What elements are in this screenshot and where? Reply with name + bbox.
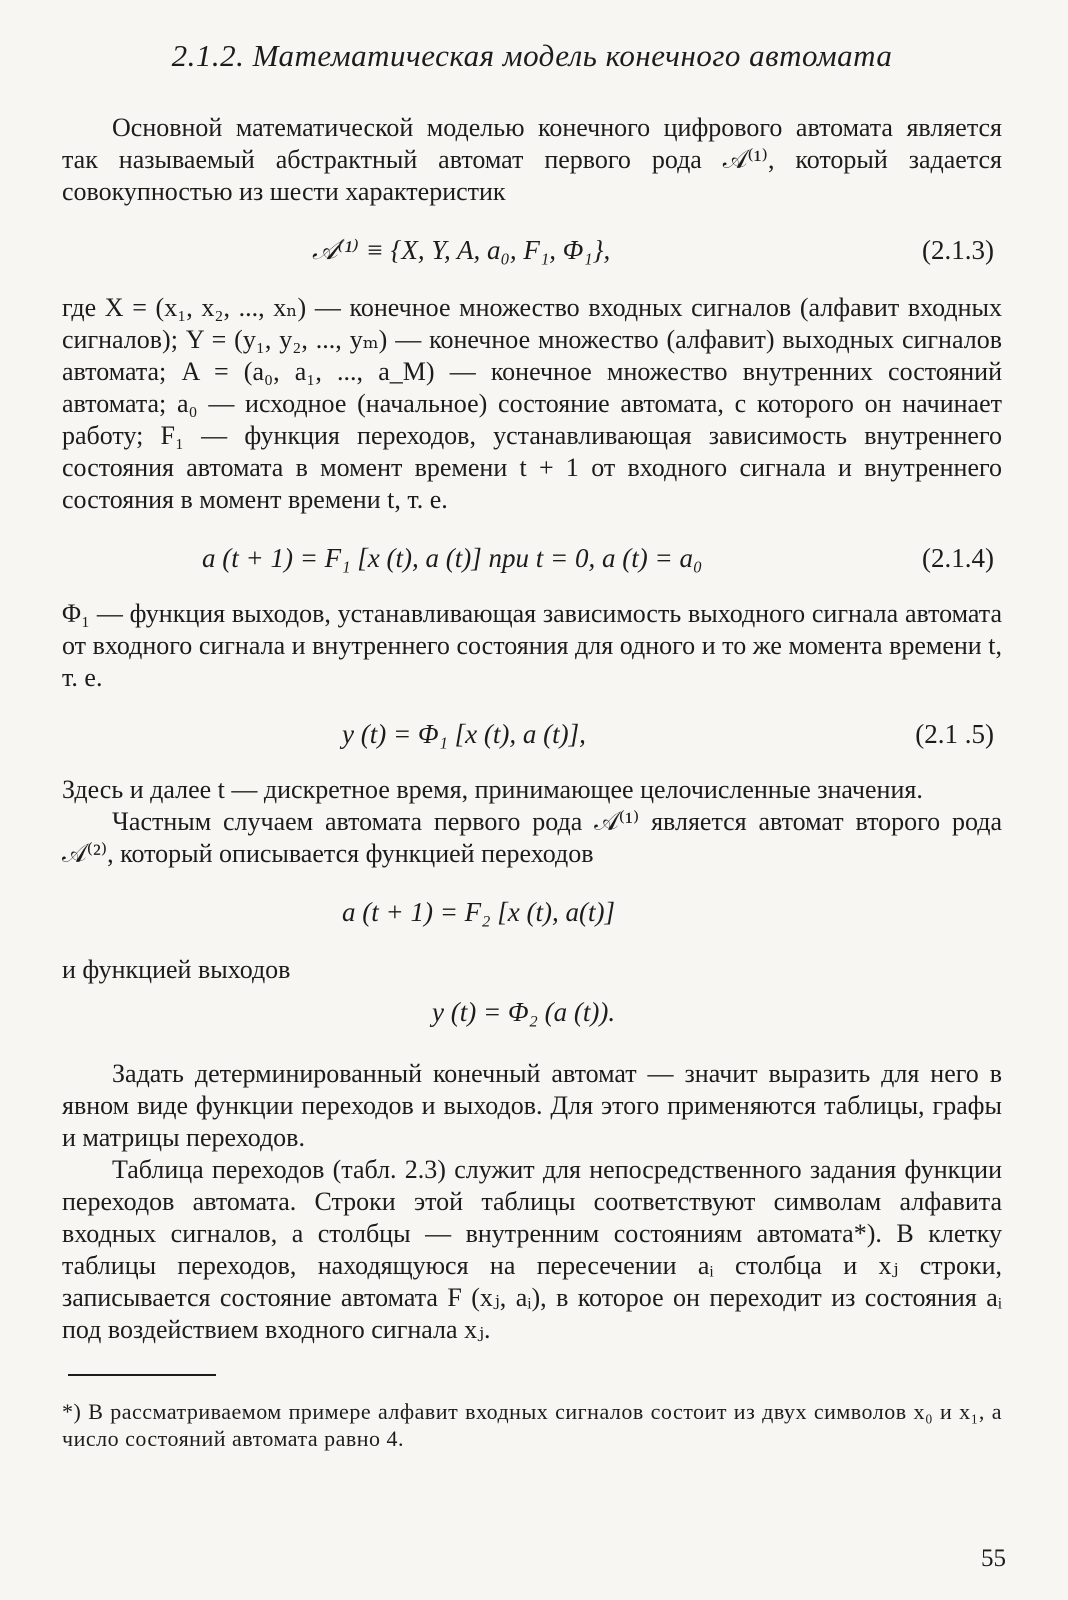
page-content <box>62 38 1002 1474</box>
section-heading: 2.1.2. Математическая модель конечного автомата <box>171 38 893 73</box>
paragraph-discrete-time: Здесь и далее t — дискретное время, принимающее целочисленные значения. <box>62 775 923 804</box>
paragraph-deterministic: Задать детерминированный конечный автомат — значит выразить для него в явном виде функции переходов и выходов. Для этого применяются таблицы, графы и матрицы переходов. <box>62 1059 1002 1152</box>
equation-formula: y (t) = Φ₂ (a (t)). <box>432 997 616 1027</box>
paragraph-output-lead: и функцией выходов <box>62 955 291 984</box>
equation-2-1-5 <box>62 714 1002 754</box>
paragraph-characteristics: где X = (x₁, x₂, ..., xₙ) — конечное множество входных сигналов (алфавит входных сигналов); Y = (y₁, y₂, ..., yₘ) — конечное множество (алфавит) выходных сигналов автомата; A = (a₀, a₁, ..., a_M) — конечное множество внутренних состояний автомата; a₀ — исходное (начальное) состояние автомата, с которого он начинает работу; F₁ — функция переходов, устанавливающая зависимость внутреннего состояния автомата в момент времени t + 1 от входного сигнала и внутреннего состояния в момент времени t, т. е. <box>62 293 1002 514</box>
footnote: *) В рассматриваемом примере алфавит входных сигналов состоит из двух символов x₀ и x₁, а число состояний автомата равно 4. <box>62 1399 1002 1451</box>
equation-formula: 𝒜⁽¹⁾ ≡ {X, Y, A, a₀, F₁, Φ₁}, <box>312 235 611 265</box>
equation-2-1-4 <box>62 538 1002 578</box>
page-number: 55 <box>981 1545 1006 1572</box>
equation-number: (2.1 .5) <box>915 719 994 749</box>
footnote-divider <box>68 1374 216 1376</box>
equation-output-second-kind <box>62 992 1002 1032</box>
equation-2-1-3 <box>62 230 1002 270</box>
paragraph-definition: Основной математической моделью конечного цифрового автомата является так называемый абстрактный автомат первого рода 𝒜⁽¹⁾, который задается совокупностью из шести характеристик <box>62 113 1002 206</box>
equation-formula: a (t + 1) = F₂ [x (t), a(t)] <box>342 897 616 927</box>
equation-formula: y (t) = Φ₁ [x (t), a (t)], <box>342 719 586 749</box>
equation-formula: a (t + 1) = F₁ [x (t), a (t)] при t = 0, a (t) = a₀ <box>202 543 703 573</box>
equation-transition-second-kind <box>62 892 1002 932</box>
paragraph-transition-table: Таблица переходов (табл. 2.3) служит для непосредственного задания функции переходов автомата. Строки этой таблицы соответствуют символам алфавита входных сигналов, а столбцы — внутренним состояниям автомата*). В клетку таблицы переходов, находящуюся на пересечении aᵢ столбца и xⱼ строки, записывается состояние автомата F (xⱼ, aᵢ), в которое он переходит из состояния aᵢ под воздействием входного сигнала xⱼ. <box>62 1155 1002 1344</box>
equation-number: (2.1.3) <box>922 235 994 265</box>
paragraph-output-function: Φ₁ — функция выходов, устанавливающая зависимость выходного сигнала автомата от входного сигнала и внутреннего состояния для одного и то же момента времени t, т. е. <box>62 599 1002 692</box>
equation-number: (2.1.4) <box>922 543 994 573</box>
paragraph-second-kind: Частным случаем автомата первого рода 𝒜⁽¹⁾ является автомат второго рода 𝒜⁽²⁾, который описывается функцией переходов <box>62 807 1002 868</box>
